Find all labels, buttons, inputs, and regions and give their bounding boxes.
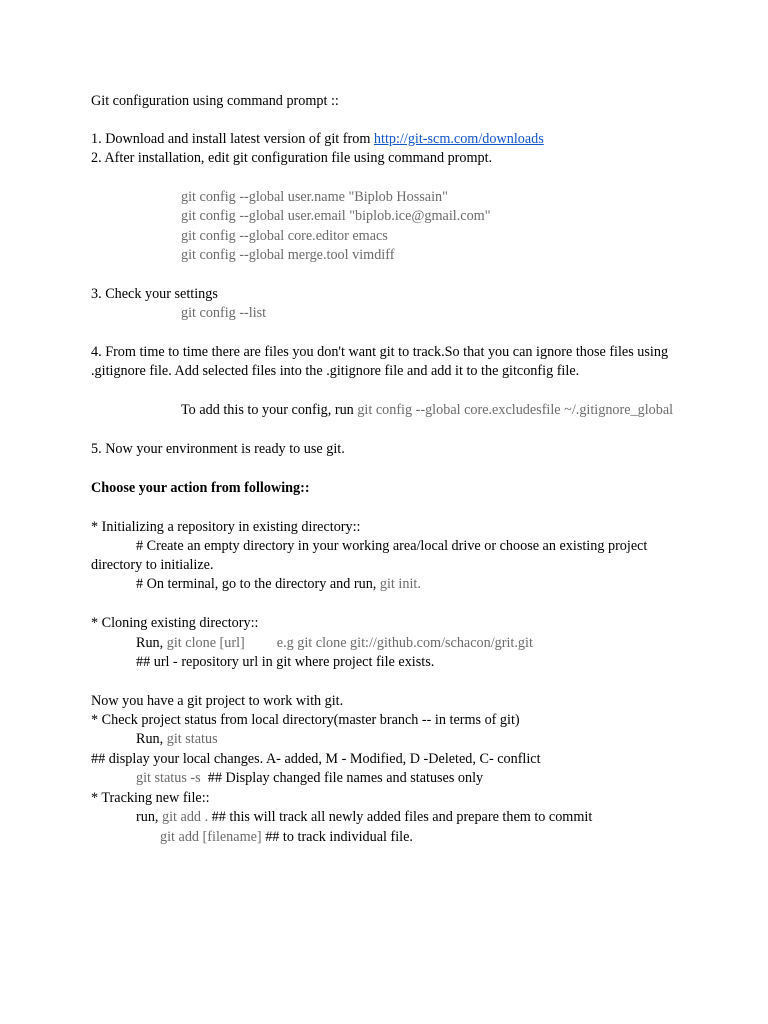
project-line-1: Now you have a git project to work with git. xyxy=(91,693,344,709)
tracking-add-all-line xyxy=(136,808,592,827)
git-add-file-command: git add [filename] xyxy=(160,829,262,845)
config-command-username: git config --global user.name "Biplob Hossain" xyxy=(181,189,448,205)
init-line-2: directory to initialize. xyxy=(91,557,214,573)
status-run-label: Run, xyxy=(136,731,167,747)
excludesfile-command: git config --global core.excludesfile ~/.gitignore_global xyxy=(357,402,674,418)
init-line-3-text: # On terminal, go to the directory and run, xyxy=(136,576,380,592)
clone-url-note: ## url - repository url in git where project file exists. xyxy=(136,654,435,670)
config-list-command: git config --list xyxy=(181,305,267,321)
git-add-file-note: ## to track individual file. xyxy=(261,829,413,845)
status-short-line xyxy=(136,769,483,788)
git-clone-command: git clone [url] xyxy=(166,635,245,651)
git-status-short-command: git status -s xyxy=(136,770,201,786)
excludesfile-note-text: To add this to your config, run xyxy=(181,402,358,418)
step-3: 3. Check your settings xyxy=(91,286,218,302)
project-line-2: * Check project status from local directory(master branch -- in terms of git) xyxy=(91,712,520,728)
git-download-link[interactable]: http://git-scm.com/downloads xyxy=(373,131,544,147)
git-add-all-command: git add . xyxy=(162,809,209,825)
step-1-text: 1. Download and install latest version of git from xyxy=(91,131,374,147)
step-4-line-2: .gitignore file. Add selected files into the .gitignore file and add it to the gitconfig file. xyxy=(91,363,580,379)
git-add-all-note: ## this will track all newly added files and prepare them to commit xyxy=(208,809,593,825)
init-line-3 xyxy=(136,575,421,594)
config-command-mergetool: git config --global merge.tool vimdiff xyxy=(181,247,395,263)
git-init-command: git init. xyxy=(379,576,421,592)
choose-action-heading: Choose your action from following:: xyxy=(91,480,310,496)
tracking-run-label: run, xyxy=(136,809,163,825)
status-command-line xyxy=(136,730,218,749)
tracking-heading: * Tracking new file:: xyxy=(91,790,210,806)
step-4-line-1: 4. From time to time there are files you don't want git to track.So that you can ignore those files using xyxy=(91,344,669,360)
git-status-command: git status xyxy=(166,731,218,747)
config-command-email: git config --global user.email "biplob.ice@gmail.com" xyxy=(181,208,491,224)
excludesfile-note xyxy=(181,401,673,420)
document-title: Git configuration using command prompt :: xyxy=(91,93,339,109)
tracking-add-file-line xyxy=(160,828,413,847)
status-short-note: ## Display changed file names and statuses only xyxy=(200,770,484,786)
init-line-1: # Create an empty directory in your working area/local drive or choose an existing project xyxy=(136,538,648,554)
clone-run-label: Run, xyxy=(136,635,167,651)
init-heading: * Initializing a repository in existing directory:: xyxy=(91,519,361,535)
config-command-editor: git config --global core.editor emacs xyxy=(181,228,388,244)
step-2: 2. After installation, edit git configuration file using command prompt. xyxy=(91,150,493,166)
clone-command-line xyxy=(136,634,533,653)
status-display-note: ## display your local changes. A- added, M - Modified, D -Deleted, C- conflict xyxy=(91,751,541,767)
git-clone-example: e.g git clone git://github.com/schacon/grit.git xyxy=(276,635,533,651)
step-5: 5. Now your environment is ready to use git. xyxy=(91,441,345,457)
clone-heading: * Cloning existing directory:: xyxy=(91,615,259,631)
step-1 xyxy=(91,130,544,149)
